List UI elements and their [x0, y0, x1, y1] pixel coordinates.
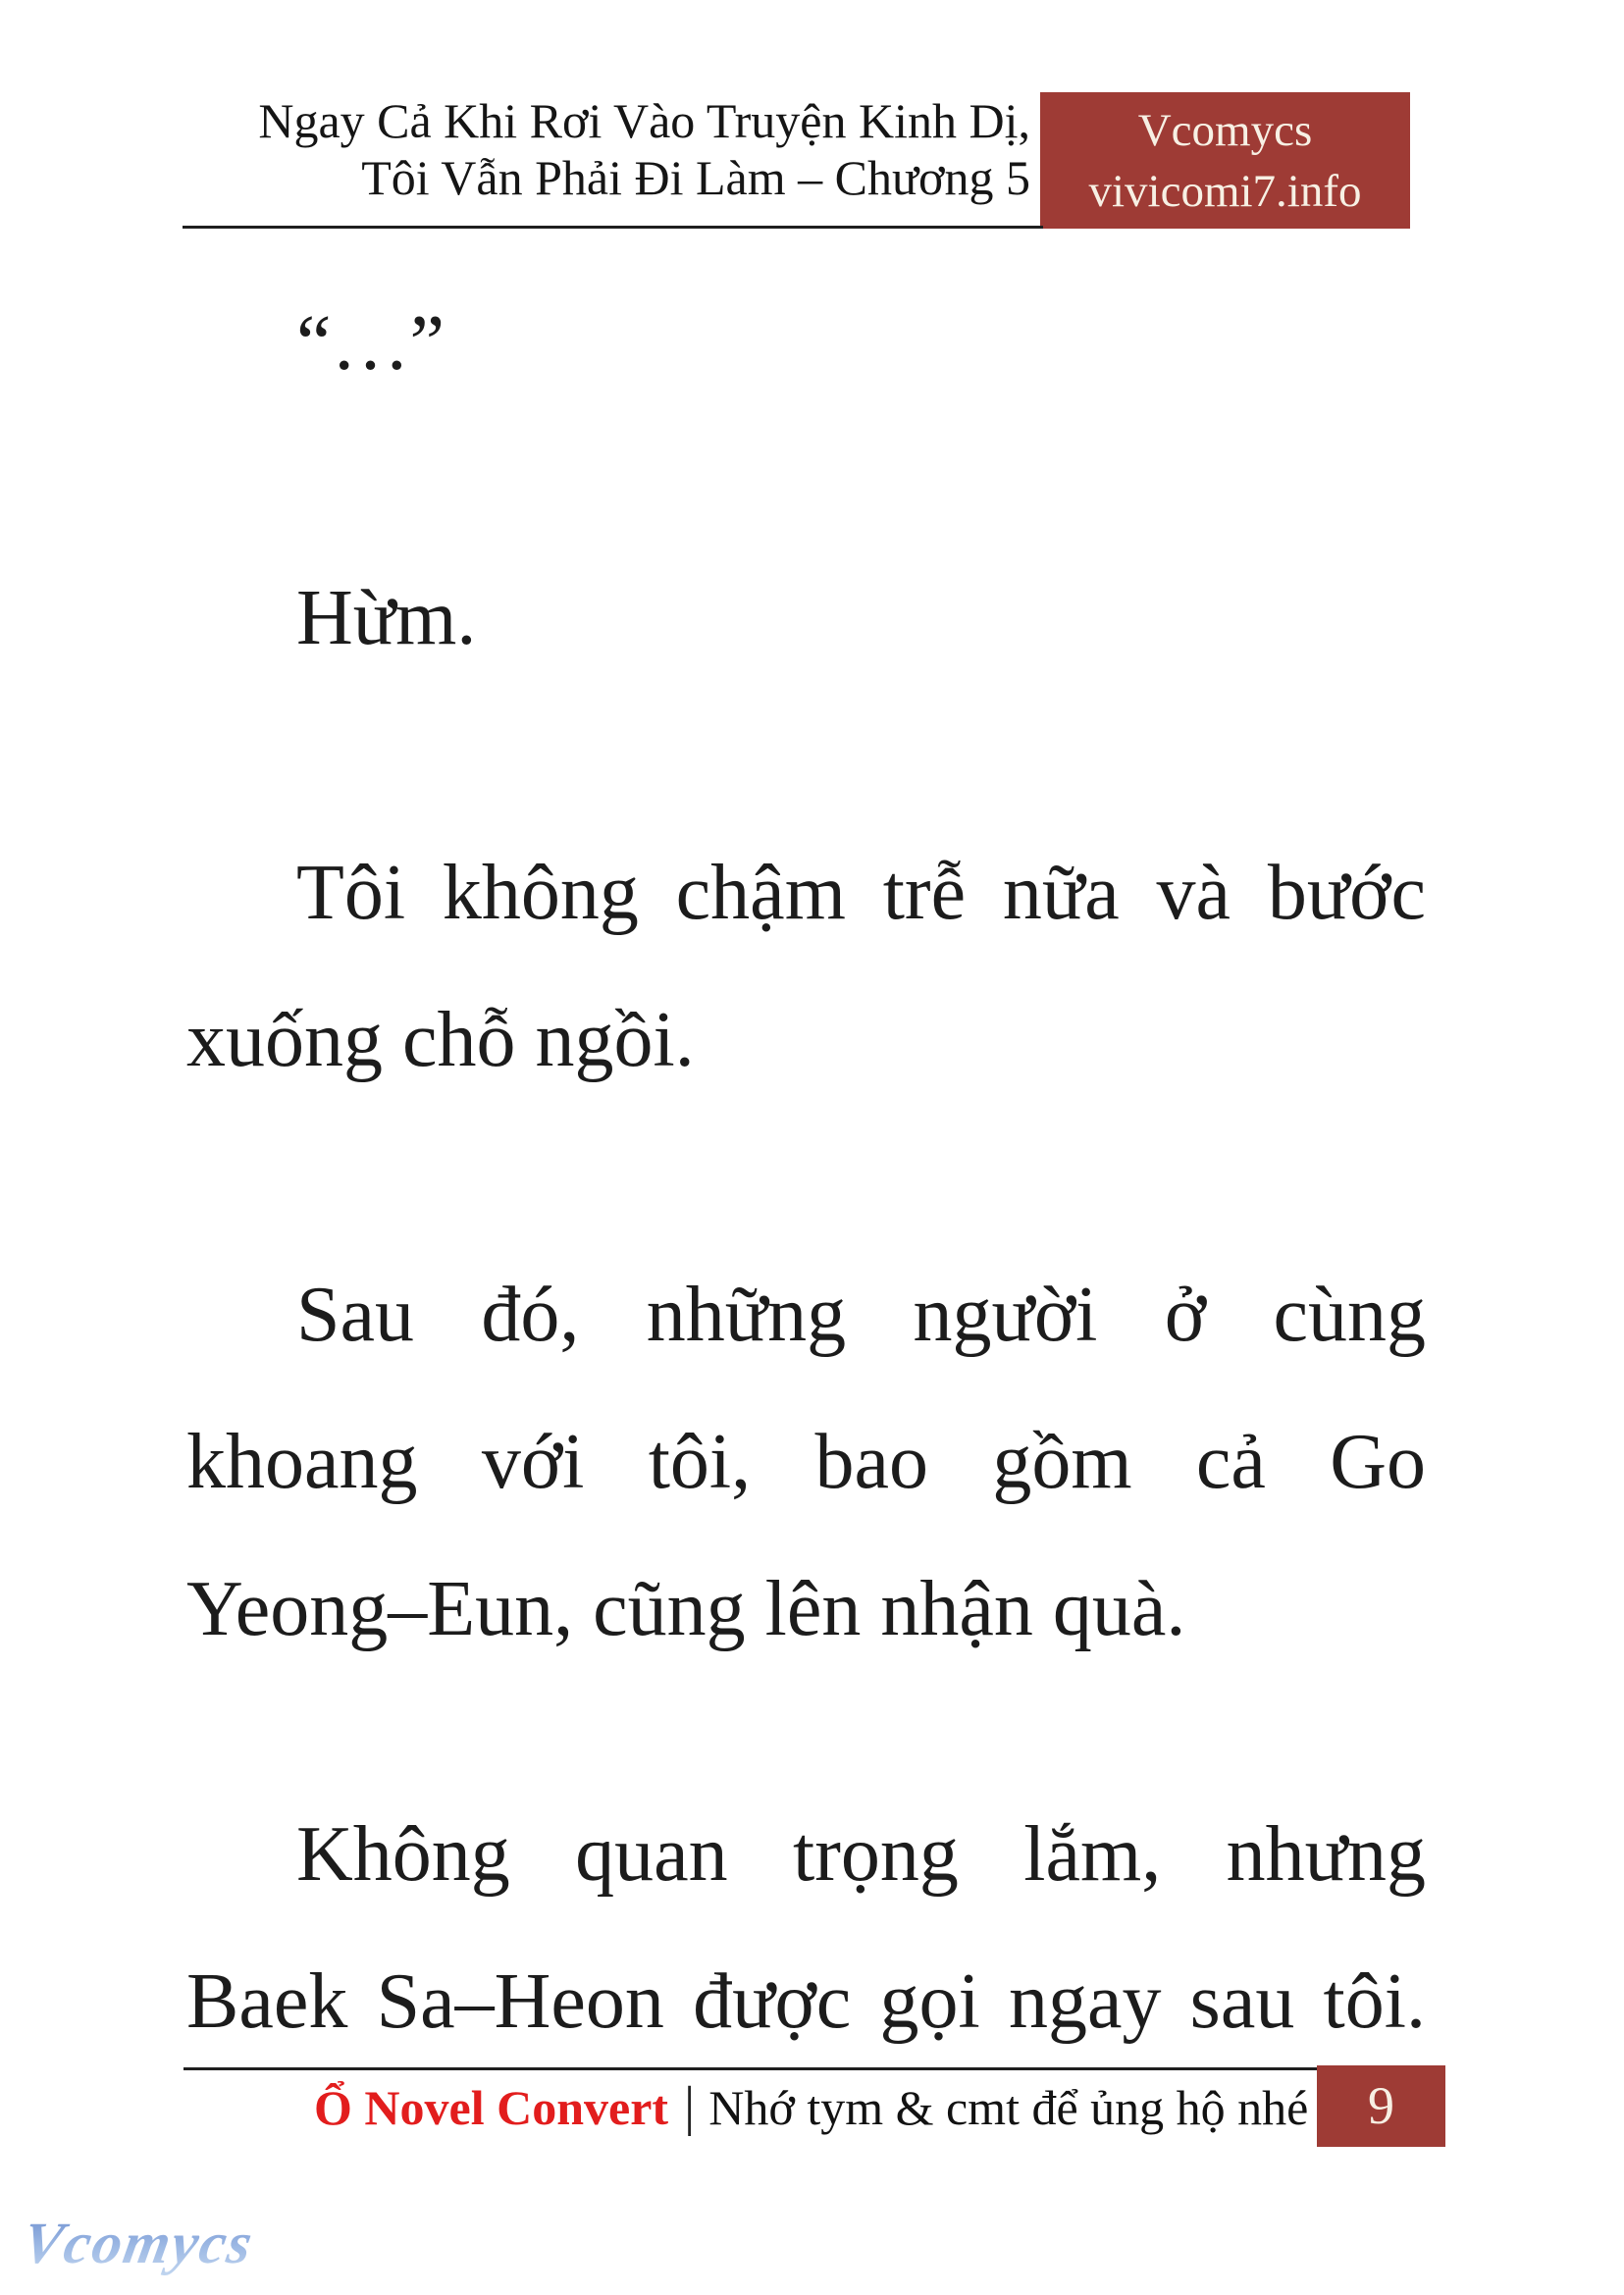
- translator-brand-box: [1040, 92, 1410, 229]
- text-line: khoang với tôi, bao gồm cả Go: [186, 1419, 1426, 1505]
- text-line: Không quan trọng lắm, nhưng: [296, 1811, 1426, 1898]
- text-line: xuống chỗ ngồi.: [186, 997, 695, 1083]
- footer-brand-name: Ổ Novel Convert: [314, 2080, 669, 2135]
- paragraph: [186, 819, 1426, 1114]
- brand-name: Vcomycs: [1137, 105, 1313, 156]
- chapter-title-line-1: Ngay Cả Khi Rơi Vào Truyện Kinh Dị,: [258, 93, 1030, 148]
- brand-site-url: vivicomi7.info: [1088, 166, 1362, 217]
- page-number: 9: [1368, 2076, 1394, 2135]
- chapter-title: [186, 92, 1030, 206]
- page-number-badge: [1317, 2065, 1445, 2147]
- text-line: Hừm.: [296, 575, 477, 661]
- footer-divider: [183, 2067, 1317, 2070]
- text-line: “…”: [296, 300, 445, 387]
- paragraph: [186, 1781, 1426, 2075]
- paragraph: [186, 1241, 1426, 1683]
- text-line: Baek Sa–Heon được gọi ngay sau tôi.: [186, 1958, 1426, 2045]
- text-line: Yeong–Eun, cũng lên nhận quà.: [186, 1566, 1186, 1652]
- text-line: Sau đó, những người ở cùng: [296, 1272, 1426, 1358]
- vcomycs-watermark-logo: Vcomycs: [18, 2211, 259, 2275]
- chapter-title-line-2: Tôi Vẫn Phải Đi Làm – Chương 5: [361, 150, 1030, 205]
- text-line: Tôi không chậm trễ nữa và bước: [296, 850, 1426, 936]
- footer-separator: |: [684, 2076, 696, 2137]
- paragraph: [186, 270, 1426, 417]
- footer-note: Nhớ tym & cmt để ủng hộ nhé: [708, 2080, 1309, 2135]
- paragraph: [186, 545, 1426, 692]
- footer-credit: [314, 2076, 1308, 2138]
- story-text: [186, 226, 1426, 2203]
